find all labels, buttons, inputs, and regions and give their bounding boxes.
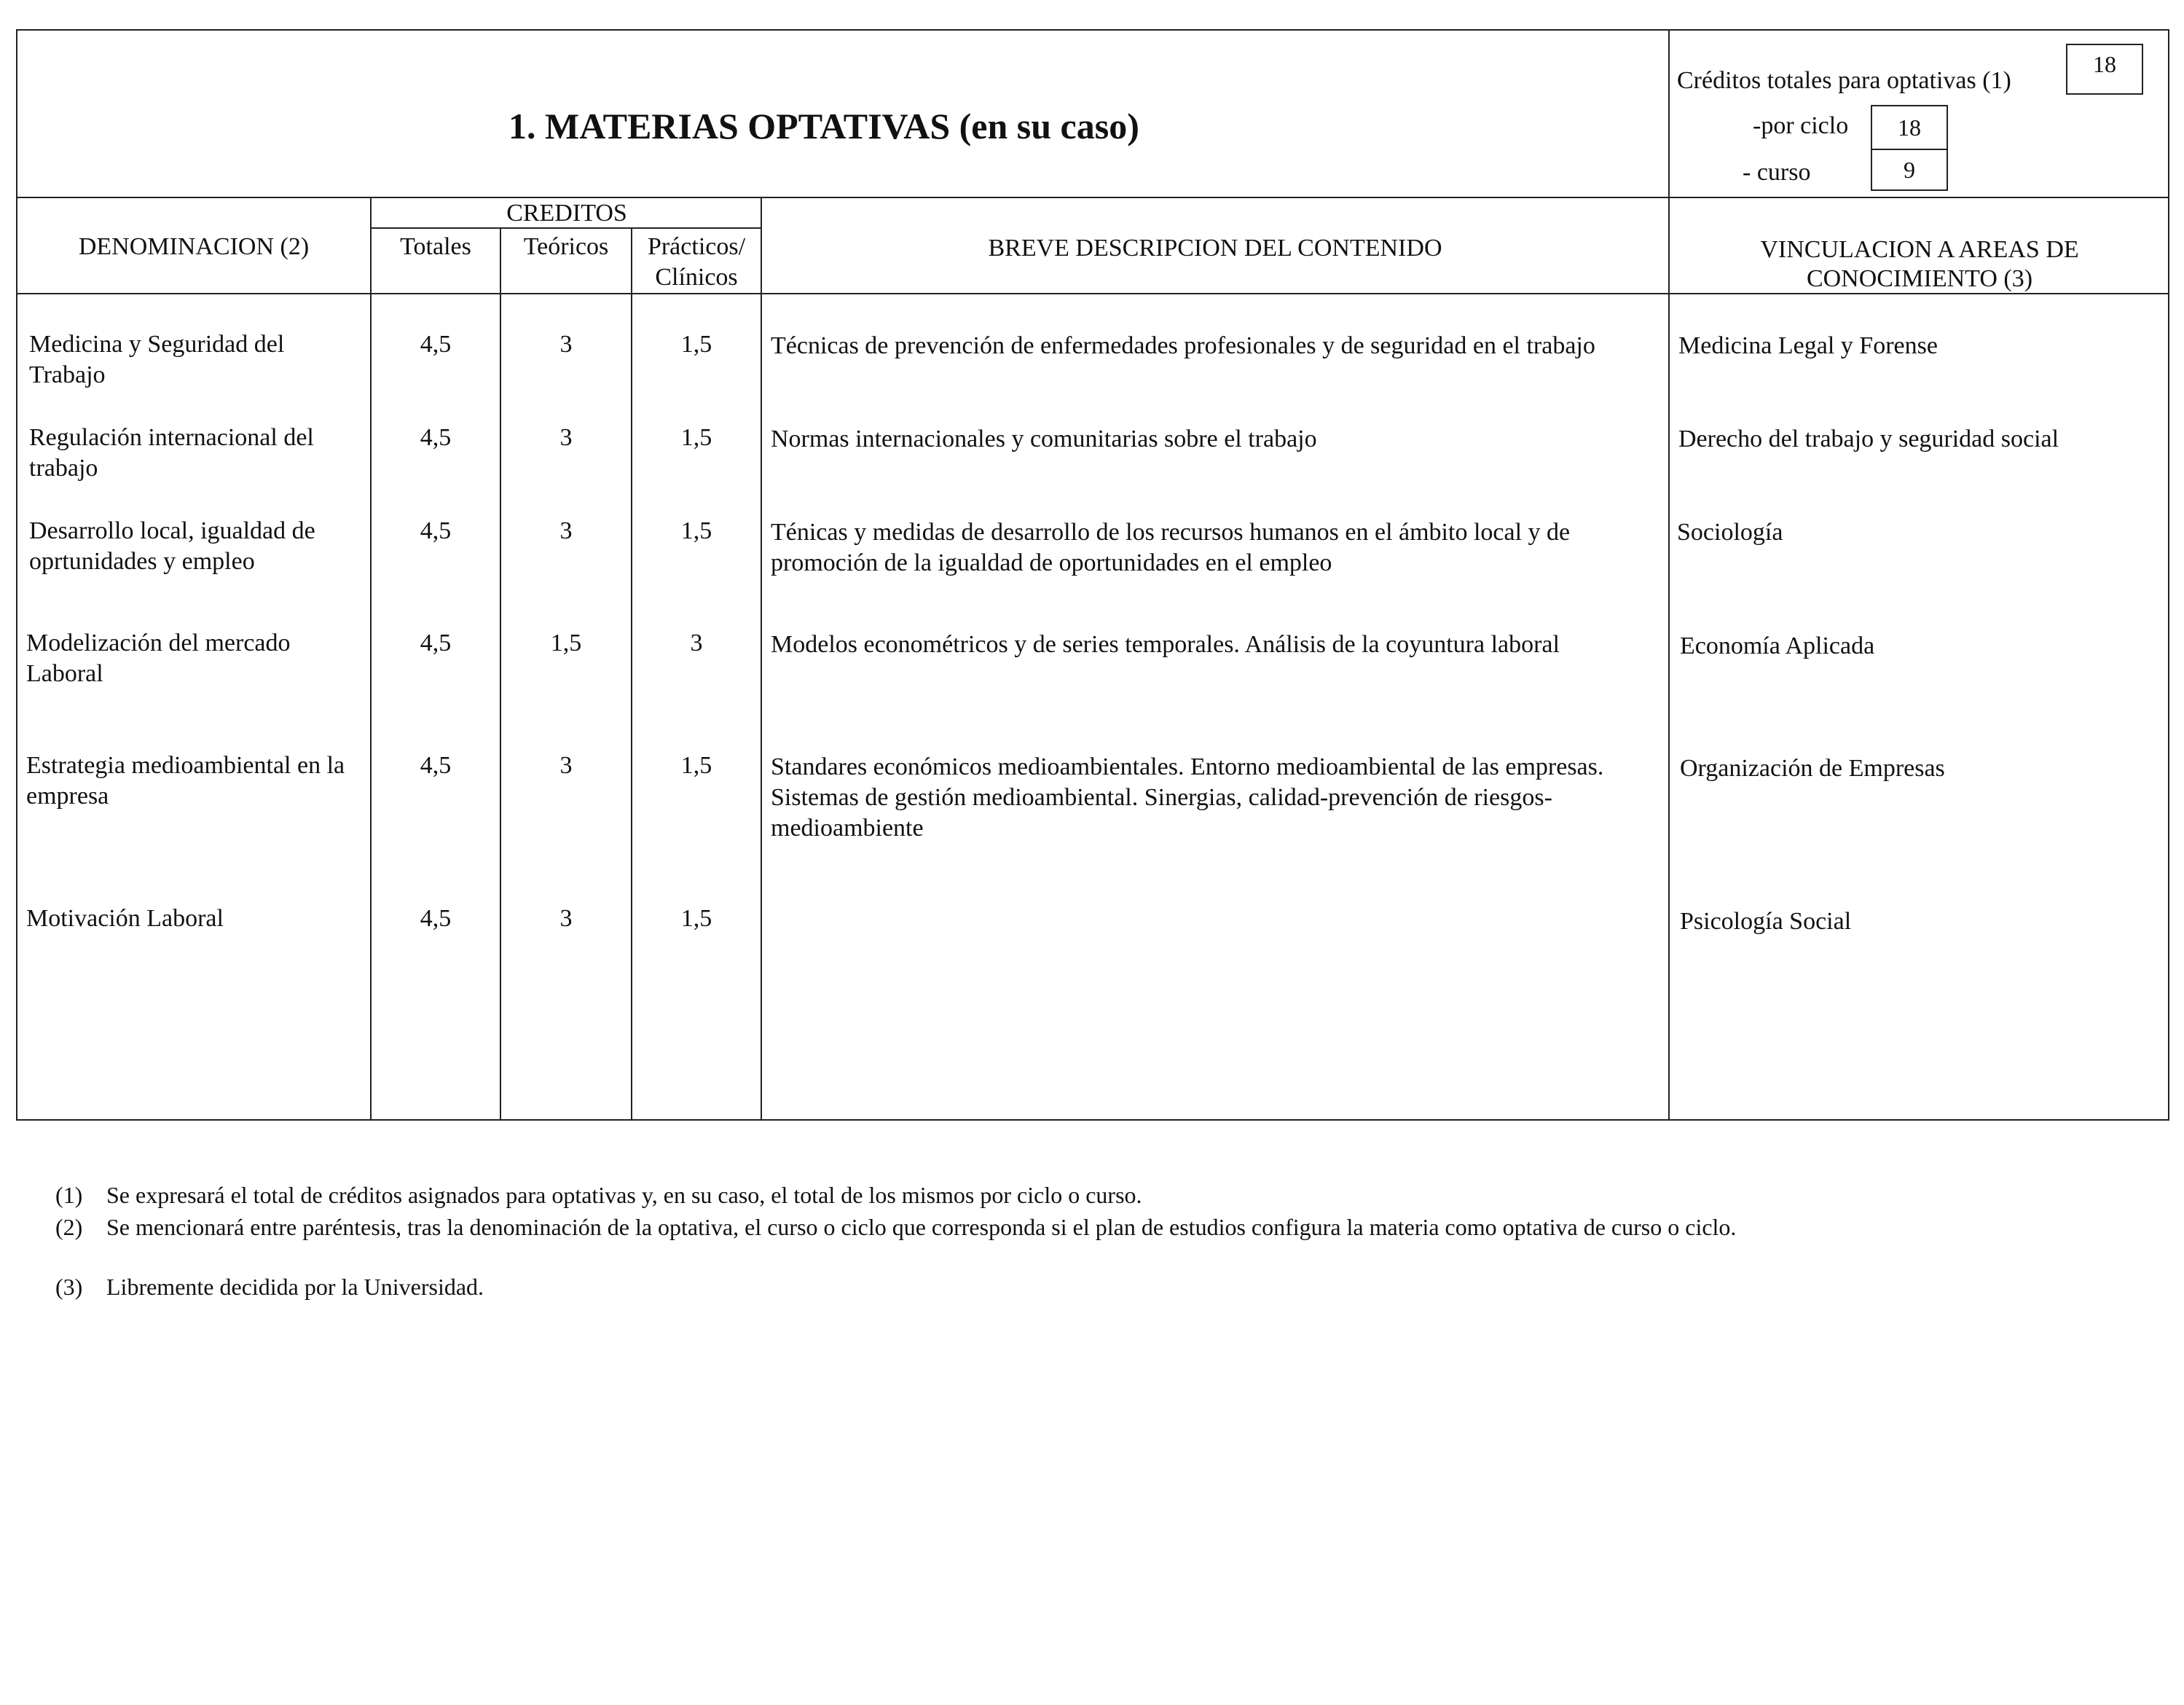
credits-total-box: 18 xyxy=(2066,44,2143,95)
row-4-practicos: 3 xyxy=(690,630,703,656)
row-1-name: Medicina y Seguridad del Trabajo xyxy=(29,331,285,388)
row-1-practicos: 1,5 xyxy=(680,331,712,358)
footnote-2 xyxy=(55,1212,2037,1271)
row-3-teoricos: 3 xyxy=(559,517,573,544)
footnote-3-text: Libremente decidida por la Universidad. xyxy=(106,1274,484,1300)
row-4-name: Modelización del mercado Laboral xyxy=(26,630,291,687)
row-6-totales: 4,5 xyxy=(420,905,452,932)
col-header-practicos-line1: Prácticos/ xyxy=(647,233,746,260)
row-1-area: Medicina Legal y Forense xyxy=(1678,332,1938,359)
col-header-descripcion: BREVE DESCRIPCION DEL CONTENIDO xyxy=(988,235,1442,262)
row-6-area: Psicología Social xyxy=(1680,908,1852,935)
per-course-label: - curso xyxy=(1743,159,1811,186)
row-2-practicos: 1,5 xyxy=(680,424,712,451)
header-right-divider xyxy=(1668,29,1670,1121)
per-cycle-label: -por ciclo xyxy=(1753,112,1849,139)
row-6-name: Motivación Laboral xyxy=(26,905,224,932)
col-header-vinculacion-line2: CONOCIMIENTO (3) xyxy=(1806,265,2033,292)
row-2-name: Regulación internacional del trabajo xyxy=(29,424,314,482)
row-4-area: Economía Aplicada xyxy=(1680,632,1875,659)
row-3-totales: 4,5 xyxy=(420,517,452,544)
row-3-practicos: 1,5 xyxy=(680,517,712,544)
row-1-descripcion: Técnicas de prevención de enfermedades profesionales y de seguridad en el trabajo xyxy=(771,332,1595,359)
col-header-practicos-line2: Clínicos xyxy=(655,264,738,291)
col-header-vinculacion-line1: VINCULACION A AREAS DE xyxy=(1760,236,2079,263)
col-header-teoricos: Teóricos xyxy=(523,233,609,260)
row-5-totales: 4,5 xyxy=(420,752,452,779)
page-title: 1. MATERIAS OPTATIVAS (en su caso) xyxy=(508,106,1139,146)
footnote-1 xyxy=(55,1180,2037,1210)
credits-total-label: Créditos totales para optativas (1) xyxy=(1677,67,2011,94)
row-5-teoricos: 3 xyxy=(559,752,573,779)
row-2-area: Derecho del trabajo y seguridad social xyxy=(1678,426,2059,452)
footnote-3-number: (3) xyxy=(55,1274,83,1300)
row-2-descripcion: Normas internacionales y comunitarias sobre el trabajo xyxy=(771,426,1317,452)
row-3-name: Desarrollo local, igualdad de oprtunidades y empleo xyxy=(29,517,315,575)
row-4-descripcion: Modelos econométricos y de series temporales. Análisis de la coyuntura laboral xyxy=(771,631,1560,658)
row-6-teoricos: 3 xyxy=(559,905,573,932)
footnote-2-text: Se mencionará entre paréntesis, tras la denominación de la optativa, el curso o ciclo que corresponda si el plan de estudios configura la materia como optativa de curso o ciclo. xyxy=(106,1214,1737,1240)
row-4-totales: 4,5 xyxy=(420,630,452,656)
row-2-totales: 4,5 xyxy=(420,424,452,451)
row-1-teoricos: 3 xyxy=(559,331,573,358)
row-5-practicos: 1,5 xyxy=(680,752,712,779)
per-course-box: 9 xyxy=(1871,149,1948,191)
col-divider-4 xyxy=(761,198,762,1121)
row-1-totales: 4,5 xyxy=(420,331,452,358)
row-5-name: Estrategia medioambiental en la empresa xyxy=(26,752,345,810)
col-header-totales: Totales xyxy=(400,233,471,260)
col-header-denominacion: DENOMINACION (2) xyxy=(78,233,310,260)
col-divider-3 xyxy=(631,227,632,1121)
col-header-creditos: CREDITOS xyxy=(506,200,627,227)
row-3-area: Sociología xyxy=(1677,519,1783,546)
row-6-practicos: 1,5 xyxy=(680,905,712,932)
row-4-teoricos: 1,5 xyxy=(550,630,582,656)
footnote-3 xyxy=(55,1272,2037,1301)
row-5-area: Organización de Empresas xyxy=(1680,755,1945,782)
row-5-descripcion: Standares económicos medioambientales. Entorno medioambiental de las empresas. Sistemas de gestión medioambiental. Sinergias, calidad-prevención de riesgos-medioambiente xyxy=(771,753,1604,842)
footnote-1-number: (1) xyxy=(55,1182,83,1208)
header-divider xyxy=(16,197,2169,198)
col-divider-2 xyxy=(500,227,501,1121)
row-2-teoricos: 3 xyxy=(559,424,573,451)
footnote-2-number: (2) xyxy=(55,1214,83,1240)
row-3-descripcion: Ténicas y medidas de desarrollo de los recursos humanos en el ámbito local y de promoción de la igualdad de oportunidades en el empleo xyxy=(771,519,1571,576)
footnote-1-text: Se expresará el total de créditos asignados para optativas y, en su caso, el total de los mismos por ciclo o curso. xyxy=(106,1182,1142,1208)
per-cycle-box: 18 xyxy=(1871,105,1948,150)
